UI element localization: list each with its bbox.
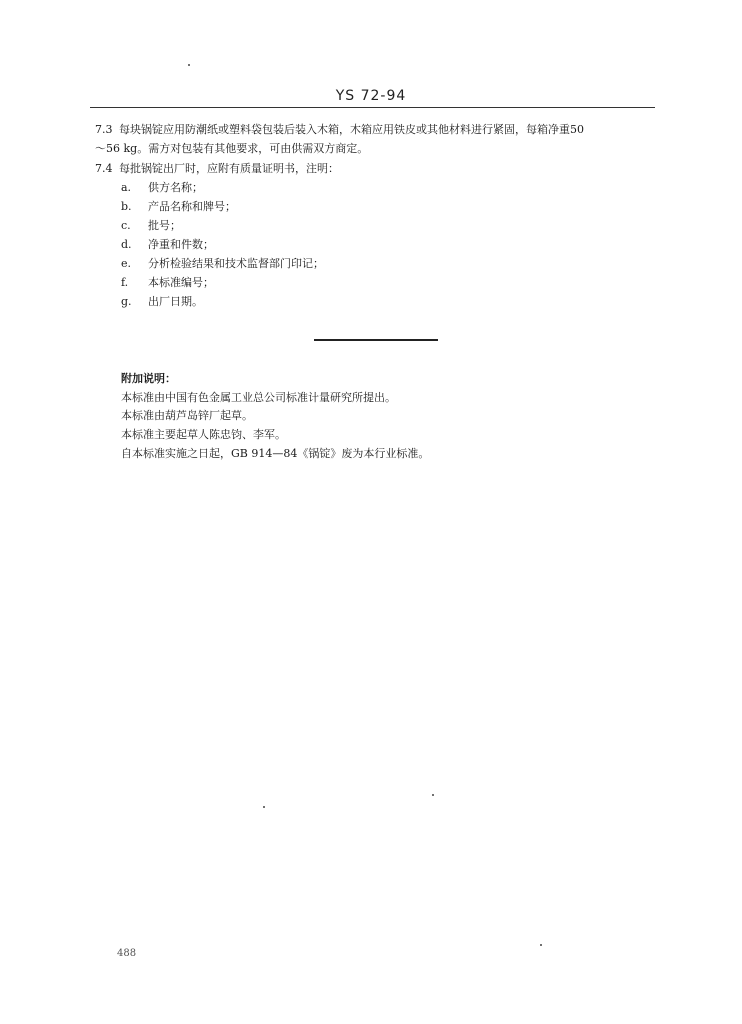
list-item-letter: f.: [121, 276, 129, 289]
list-item-text: 供方名称；: [148, 181, 203, 194]
list-item-letter: a.: [121, 181, 132, 194]
section-text: 每批锅锭出厂时，应附有质量证明书，注明：: [119, 162, 339, 175]
list-item-text: 净重和件数；: [148, 238, 214, 251]
list-item: [121, 179, 203, 197]
section-text: 每块锅锭应用防潮纸或塑料袋包装后装入木箱，木箱应用铁皮或其他材料进行紧固，每箱净重50: [119, 123, 584, 136]
list-item-letter: b.: [121, 200, 132, 213]
notes-line: 自本标准实施之日起，GB 914—84《锅锭》废为本行业标准。: [121, 447, 430, 460]
notes-line: 本标准主要起草人陈忠钧、李军。: [121, 428, 286, 441]
section-7-3-line-1: [95, 121, 584, 139]
list-item-letter: c.: [121, 219, 131, 232]
header-rule: [90, 107, 655, 108]
list-item-letter: g.: [121, 295, 132, 308]
section-7-3-line-2: ～56 kg。需方对包装有其他要求，可由供需双方商定。: [95, 142, 369, 155]
scan-speck: [188, 64, 190, 66]
notes-line: 本标准由中国有色金属工业总公司标准计量研究所提出。: [121, 391, 396, 404]
list-item: [121, 293, 203, 311]
list-item-text: 分析检验结果和技术监督部门印记；: [148, 257, 324, 270]
list-item: [121, 217, 181, 235]
list-item: [121, 255, 324, 273]
list-item: [121, 198, 236, 216]
notes-line: 本标准由葫芦岛锌厂起草。: [121, 409, 253, 422]
list-item-text: 批号；: [148, 219, 181, 232]
document-code: YS 72-94: [335, 88, 407, 104]
page-number: 488: [117, 948, 137, 959]
scan-speck: [432, 794, 434, 796]
list-item: [121, 274, 214, 292]
section-7-4-line-1: [95, 160, 339, 178]
list-item-text: 出厂日期。: [148, 295, 203, 308]
scan-speck: [263, 806, 265, 808]
notes-title: 附加说明：: [121, 372, 176, 385]
list-item-letter: d.: [121, 238, 132, 251]
list-item-text: 产品名称和牌号；: [148, 200, 236, 213]
list-item: [121, 236, 214, 254]
section-number: 7.4: [95, 162, 113, 175]
list-item-text: 本标准编号；: [148, 276, 214, 289]
section-number: 7.3: [95, 123, 113, 136]
section-end-rule: [314, 339, 438, 341]
list-item-letter: e.: [121, 257, 132, 270]
scan-speck: [540, 944, 542, 946]
